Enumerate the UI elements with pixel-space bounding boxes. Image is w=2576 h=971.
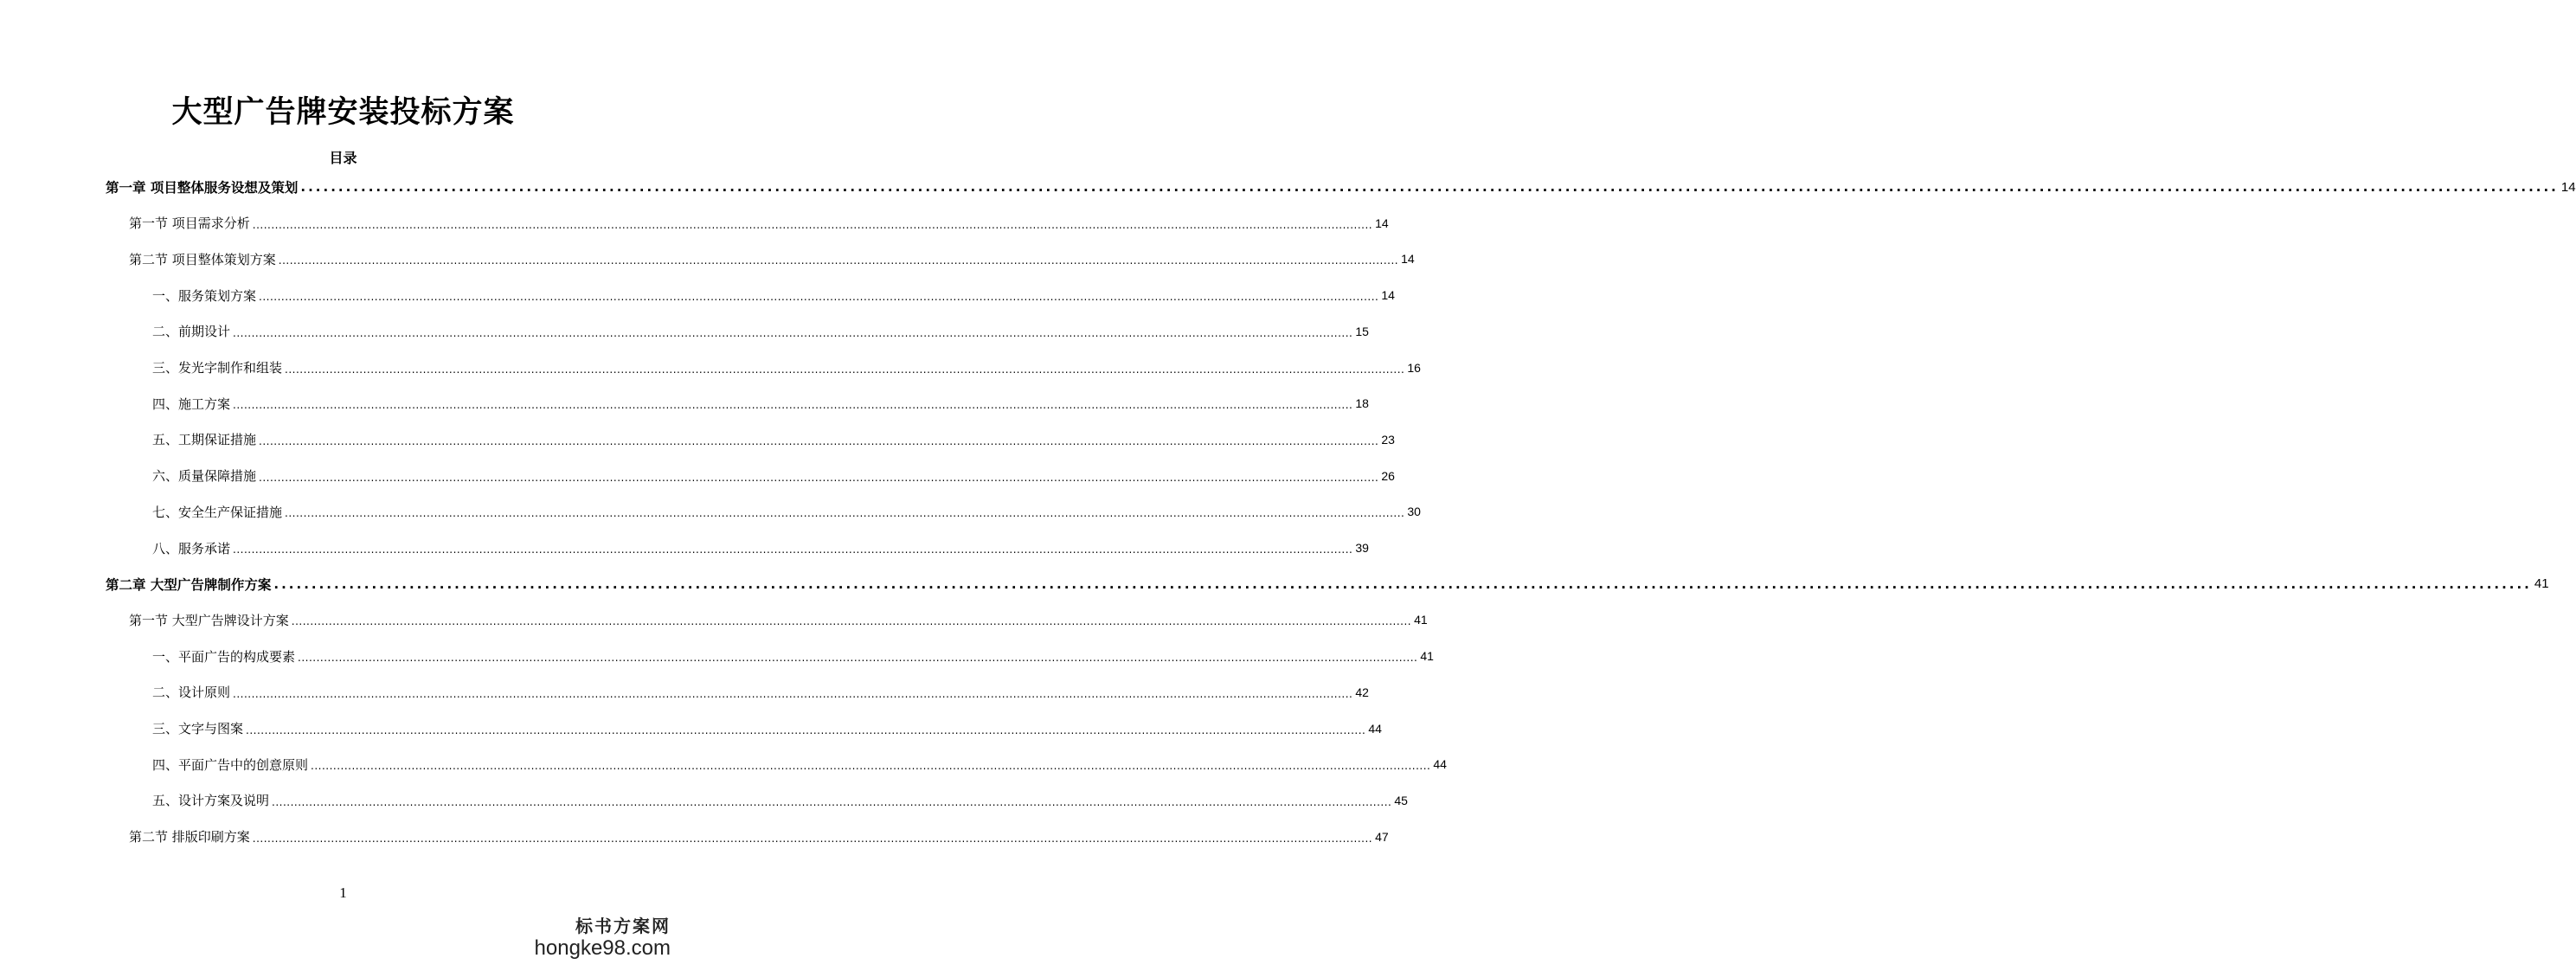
toc-entry-page: 41 (1414, 613, 1428, 627)
toc-entry-label: 二、前期设计 (152, 324, 231, 340)
toc-entry-page: 14 (2560, 179, 2576, 195)
toc-entry-page: 14 (1381, 288, 1395, 303)
toc-dot-leader: ............................................................................................................................................................................................................................................................................................................ (285, 507, 1405, 520)
toc-entry-page: 14 (1375, 215, 1389, 230)
toc-entry[interactable] (129, 209, 1389, 238)
toc-dot-leader: ............................................................................................................................................................................................................................................................................................................ (233, 326, 1353, 339)
toc-entry[interactable] (106, 569, 2549, 599)
toc-entry-label: 五、工期保证措施 (152, 432, 257, 448)
toc-entry-page: 14 (1401, 252, 1415, 267)
toc-heading: 目录 (329, 150, 357, 166)
toc-entry[interactable] (152, 786, 1408, 815)
toc-dot-leader: ............................................................................................................................................................................................................................................................................................................ (246, 723, 1366, 736)
toc-entry-label: 六、质量保障措施 (152, 468, 257, 485)
toc-entry-label: 一、服务策划方案 (152, 287, 257, 304)
toc-entry-label: 第二章 大型广告牌制作方案 (106, 576, 272, 593)
toc-dot-leader: ............................................................................................................................................................................................................................................................................................................ (285, 363, 1405, 376)
toc-entry-page: 41 (1420, 649, 1434, 664)
toc-entry-label: 五、设计方案及说明 (152, 793, 270, 809)
toc-entry-label: 第一节 项目需求分析 (129, 215, 250, 232)
toc-entry-page: 42 (1355, 685, 1369, 699)
toc-entry-page: 44 (1368, 721, 1382, 736)
toc-dot-leader: ............................................................................................................................................................................................................................................................................................................ (291, 615, 1412, 628)
toc-dot-leader: ............................................................................................................................................................................................................................................................................................................ (252, 218, 1373, 231)
toc-entry[interactable] (152, 749, 1447, 779)
toc-dot-leader: ............................................................................................................................................................................................................................................................................................................ (233, 543, 1353, 556)
toc-entry-label: 三、文字与图案 (152, 721, 244, 736)
toc-entry-label: 八、服务承诺 (152, 540, 231, 556)
toc-dot-leader: ............................................................................................................................................................................................................................................................................................................ (300, 179, 2559, 195)
toc-entry[interactable] (129, 822, 1389, 852)
toc-entry-label: 二、设计原则 (152, 685, 231, 701)
toc-entry-page: 15 (1355, 324, 1369, 338)
toc-dot-leader: ............................................................................................................................................................................................................................................................................................................ (278, 254, 1399, 267)
toc-entry[interactable] (152, 317, 1369, 346)
toc-entry-page: 30 (1407, 505, 1421, 519)
toc-dot-leader: ............................................................................................................................................................................................................................................................................................................ (259, 471, 1379, 484)
toc-dot-leader: ............................................................................................................................................................................................................................................................................................................ (272, 795, 1392, 808)
toc-entry[interactable] (152, 533, 1369, 563)
toc-entry-page: 44 (1433, 757, 1447, 772)
toc-entry[interactable] (152, 714, 1382, 743)
toc-entry-label: 四、平面广告中的创意原则 (152, 756, 309, 773)
toc-entry-page: 26 (1381, 468, 1395, 483)
toc-entry[interactable] (129, 605, 1428, 634)
toc-entry-label: 一、平面广告的构成要素 (152, 648, 296, 665)
toc-entry-page: 47 (1375, 829, 1389, 844)
toc-entry[interactable] (152, 353, 1421, 383)
toc-entry[interactable] (152, 678, 1369, 707)
toc-entry[interactable] (106, 172, 2576, 202)
toc-entry-label: 第一章 项目整体服务设想及策划 (106, 180, 299, 196)
toc-entry-label: 第二节 排版印刷方案 (129, 829, 250, 846)
toc-entry-page: 45 (1394, 793, 1408, 807)
toc-dot-leader: ............................................................................................................................................................................................................................................................................................................ (252, 832, 1373, 845)
toc-entry-page: 18 (1355, 396, 1369, 411)
toc-dot-leader: ............................................................................................................................................................................................................................................................................................................ (273, 576, 2532, 592)
document-title: 大型广告牌安装投标方案 (171, 95, 515, 130)
toc-entry-label: 三、发光字制作和组装 (152, 360, 283, 376)
toc-entry[interactable] (152, 641, 1434, 671)
toc-entry[interactable] (152, 389, 1369, 418)
toc-entry-page: 39 (1355, 541, 1369, 555)
page-number: 1 (339, 884, 347, 901)
toc-dot-leader: ............................................................................................................................................................................................................................................................................................................ (259, 291, 1379, 304)
toc-entry-label: 四、施工方案 (152, 395, 231, 412)
toc-entry[interactable] (152, 280, 1395, 310)
toc-entry-page: 41 (2534, 576, 2549, 592)
toc-entry[interactable] (152, 425, 1395, 454)
toc-entry-label: 第二节 项目整体策划方案 (129, 251, 276, 267)
toc-entry-page: 16 (1407, 360, 1421, 375)
watermark-logo (535, 916, 671, 961)
toc-dot-leader: ............................................................................................................................................................................................................................................................................................................ (233, 687, 1353, 700)
toc-entry-page: 23 (1381, 432, 1395, 447)
toc-entry-label: 第一节 大型广告牌设计方案 (129, 612, 289, 628)
toc-dot-leader: ............................................................................................................................................................................................................................................................................................................ (298, 652, 1418, 665)
toc-entry[interactable] (152, 461, 1395, 491)
watermark-url: hongke98.com (534, 936, 671, 961)
toc-entry[interactable] (129, 244, 1415, 273)
toc-dot-leader: ............................................................................................................................................................................................................................................................................................................ (259, 434, 1379, 447)
toc-entry-label: 七、安全生产保证措施 (152, 504, 283, 520)
toc-entry[interactable] (152, 497, 1421, 526)
toc-dot-leader: ............................................................................................................................................................................................................................................................................................................ (233, 399, 1353, 412)
toc-dot-leader: ............................................................................................................................................................................................................................................................................................................ (311, 760, 1431, 773)
watermark-brand: 标书方案网 (575, 916, 671, 937)
